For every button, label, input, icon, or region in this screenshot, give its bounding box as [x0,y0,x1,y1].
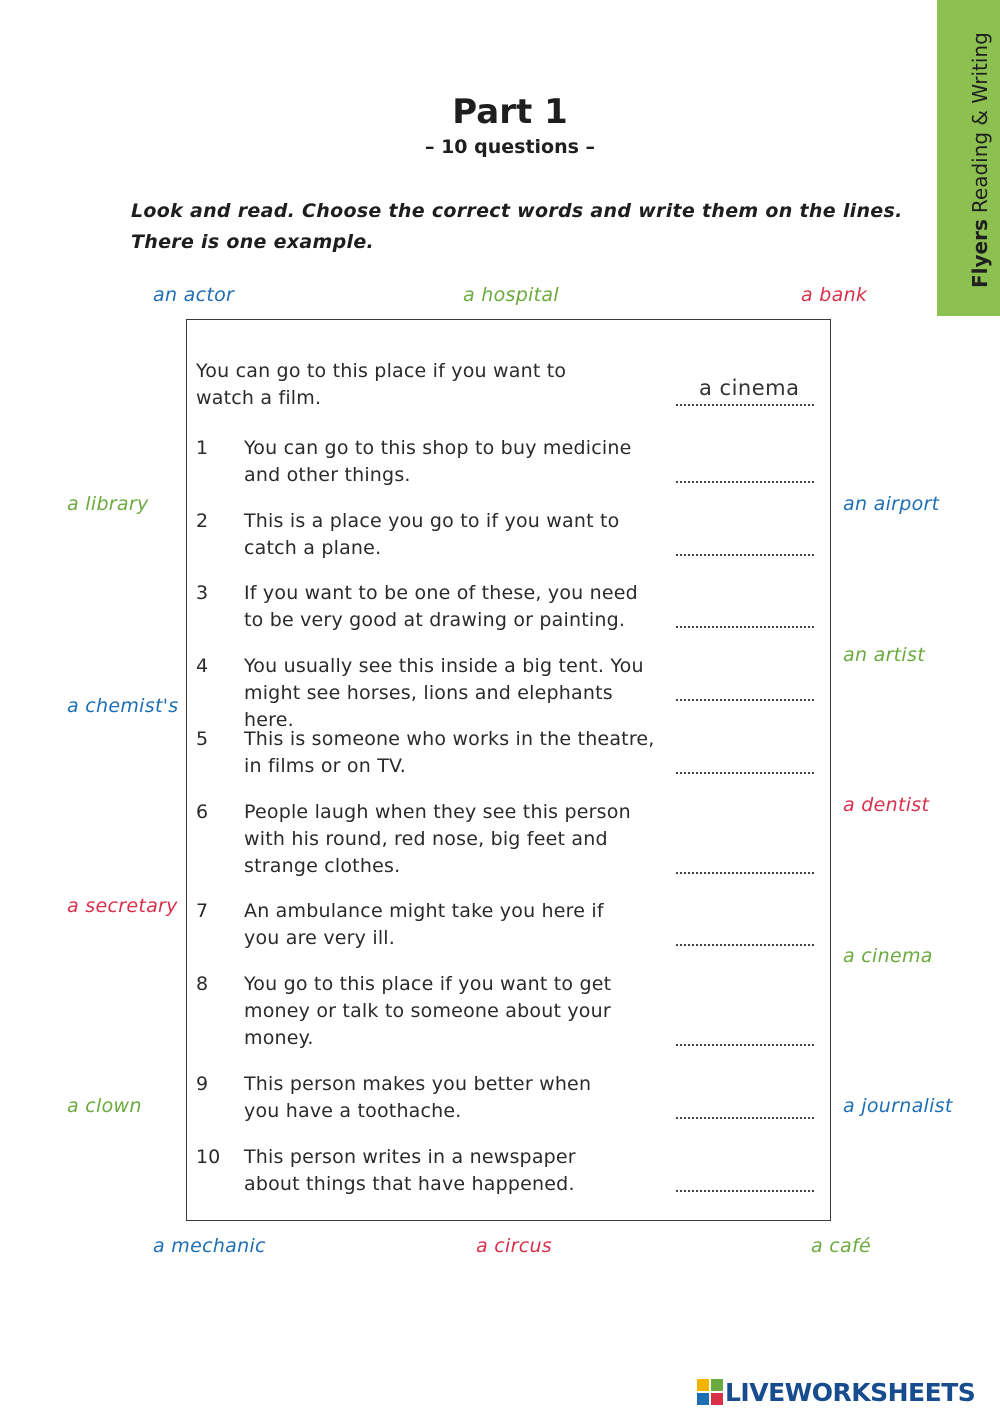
question-number: 7 [196,900,209,922]
answer-input-2[interactable] [676,552,814,556]
question-line: money. [244,1027,314,1049]
question-line: If you want to be one of these, you need [244,582,638,604]
question-line: This person makes you better when [244,1073,592,1095]
answer-input-8[interactable] [676,1042,814,1046]
question-line: strange clothes. [244,855,401,877]
question-text [244,971,664,1052]
question-line: This is someone who works in the theatre, [244,728,655,750]
question-text [244,435,664,489]
question-number: 4 [196,655,209,677]
question-text [244,898,664,952]
word-a-hospital[interactable]: a hospital [463,284,559,306]
word-a-dentist[interactable]: a dentist [843,794,930,816]
word-an-artist[interactable]: an artist [843,644,925,666]
answer-input-4[interactable] [676,697,814,701]
question-text [244,726,664,780]
example-answer-line [676,402,814,406]
answer-input-7[interactable] [676,942,814,946]
word-a-circus[interactable]: a circus [476,1235,553,1257]
example-answer: a cinema [699,376,800,400]
question-number: 2 [196,510,209,532]
question-number: 9 [196,1073,209,1095]
question-line: This person writes in a newspaper [244,1146,576,1168]
answer-input-6[interactable] [676,870,814,874]
word-a-clown[interactable]: a clown [67,1095,142,1117]
word-a-cinema[interactable]: a cinema [843,945,933,967]
example-line: You can go to this place if you want to [196,360,567,382]
word-an-actor[interactable]: an actor [153,284,235,306]
question-line: in films or on TV. [244,755,407,777]
question-line: You usually see this inside a big tent. You [244,655,644,677]
question-line: about things that have happened. [244,1173,575,1195]
question-line: You go to this place if you want to get [244,973,612,995]
question-number: 8 [196,973,209,995]
question-line: you have a toothache. [244,1100,462,1122]
question-line: you are very ill. [244,927,396,949]
question-text [244,1144,664,1198]
question-number: 1 [196,437,209,459]
side-tab [937,0,1000,316]
liveworksheets-logo [697,1378,975,1408]
example-question [196,358,636,412]
question-number: 6 [196,801,209,823]
question-line: and other things. [244,464,411,486]
example-line: watch a film. [196,387,322,409]
word-a-bank[interactable]: a bank [801,284,868,306]
instructions [131,196,921,258]
question-line: This is a place you go to if you want to [244,510,620,532]
word-a-library[interactable]: a library [67,493,149,515]
question-text [244,653,664,734]
instructions-line: Look and read. Choose the correct words and write them on the lines. [131,200,903,222]
question-text [244,580,664,634]
question-line: People laugh when they see this person [244,801,631,823]
question-number: 10 [196,1146,221,1168]
word-a-secretary[interactable]: a secretary [67,895,178,917]
question-line: to be very good at drawing or painting. [244,609,626,631]
page-title: Part 1 [452,92,568,132]
instructions-line: There is one example. [131,231,375,253]
question-text [244,799,664,880]
question-line: money or talk to someone about your [244,1000,611,1022]
answer-input-3[interactable] [676,624,814,628]
side-tab-level: Flyers [968,219,992,288]
word-an-airport[interactable]: an airport [843,493,940,515]
question-text [244,1071,664,1125]
answer-input-1[interactable] [676,479,814,483]
answer-input-9[interactable] [676,1115,814,1119]
question-number: 5 [196,728,209,750]
question-line: might see horses, lions and elephants here. [244,682,613,731]
logo-text: LIVEWORKSHEETS [725,1378,976,1407]
word-a-journalist[interactable]: a journalist [843,1095,953,1117]
question-line: with his round, red nose, big feet and [244,828,608,850]
question-line: You can go to this shop to buy medicine [244,437,632,459]
word-a-cafe[interactable]: a café [811,1235,871,1257]
answer-input-10[interactable] [676,1188,814,1192]
question-line: catch a plane. [244,537,382,559]
page-subtitle: – 10 questions – [424,136,596,158]
word-a-chemists[interactable]: a chemist's [67,695,179,717]
question-number: 3 [196,582,209,604]
side-tab-label [968,32,992,288]
word-a-mechanic[interactable]: a mechanic [153,1235,266,1257]
question-text [244,508,664,562]
side-tab-section: Reading & Writing [968,32,992,214]
logo-mark-icon [697,1379,723,1405]
answer-input-5[interactable] [676,770,814,774]
question-line: An ambulance might take you here if [244,900,604,922]
